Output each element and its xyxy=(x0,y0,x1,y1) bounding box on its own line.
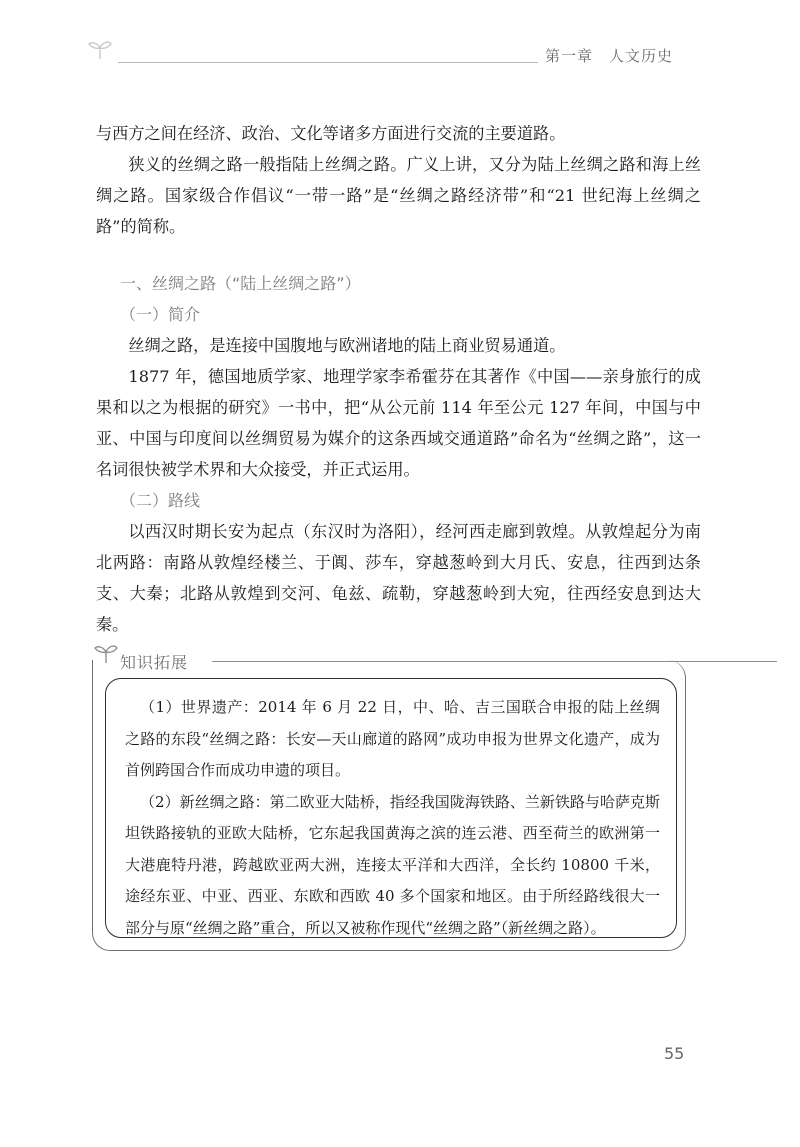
subsection-heading: （二）路线 xyxy=(120,491,201,510)
chapter-title: 第一章 人文历史 xyxy=(545,47,674,65)
paragraph: 狭义的丝绸之路一般指陆上丝绸之路。广义上讲，又分为陆上丝绸之路和海上丝绸之路。国家级合作倡议“一带一路”是“丝绸之路经济带”和“21 世纪海上丝绸之路”的简称。 xyxy=(96,155,701,236)
knowledge-box-title: 知识拓展 xyxy=(120,653,189,672)
sprout-icon xyxy=(86,38,114,64)
paragraph: 1877 年，德国地质学家、地理学家李希霍芬在其著作《中国——亲身旅行的成果和以之为根据的研究》一书中，把“从公元前 114 年至公元 127 年间，中国与中亚、中国与印度间以丝绸贸易为媒介的这条西域交通道路”命名为“丝绸之路”，这一名词很快被学术界和大众接受，并正式运用。 xyxy=(96,367,701,479)
paragraph: 与西方之间在经济、政治、文化等诸多方面进行交流的主要道路。 xyxy=(96,124,566,143)
paragraph: 丝绸之路，是连接中国腹地与欧洲诸地的陆上商业贸易通道。 xyxy=(128,336,566,355)
main-content xyxy=(96,118,701,640)
paragraph: 以西汉时期长安为起点（东汉时为洛阳），经河西走廊到敦煌。从敦煌起分为南北两路：南路从敦煌经楼兰、于阗、莎车，穿越葱岭到大月氏、安息，往西到达条支、大秦；北路从敦煌到交河、龟兹、疏勒，穿越葱岭到大宛，往西经安息到达大秦。 xyxy=(96,522,701,634)
section-heading: 一、丝绸之路（“陆上丝绸之路”） xyxy=(120,274,361,293)
knowledge-item: （2）新丝绸之路：第二欧亚大陆桥，指经我国陇海铁路、兰新铁路与哈萨克斯坦铁路接轨的亚欧大陆桥，它东起我国黄海之滨的连云港、西至荷兰的欧洲第一大港鹿特丹港，跨越欧亚两大洲，连接太平洋和大西洋，全长约 10800 千米，途经东亚、中亚、西亚、东欧和西欧 40 多个国家和地区。由于所经路线很大一部分与原“丝绸之路”重合，所以又被称作现代“丝绸之路”（新丝绸之路）。 xyxy=(125,792,660,937)
header-divider xyxy=(118,62,538,63)
page-number: 55 xyxy=(664,1044,685,1063)
knowledge-item: （1）世界遗产：2014 年 6 月 22 日，中、哈、吉三国联合申报的陆上丝绸之路的东段“丝绸之路：长安—天山廊道的路网”成功申报为世界文化遗产，成为首例跨国合作而成功申遗的项目。 xyxy=(125,698,660,779)
knowledge-box-content xyxy=(125,692,660,944)
subsection-heading: （一）简介 xyxy=(120,305,201,324)
page-header xyxy=(0,0,800,90)
spacer xyxy=(96,242,701,268)
